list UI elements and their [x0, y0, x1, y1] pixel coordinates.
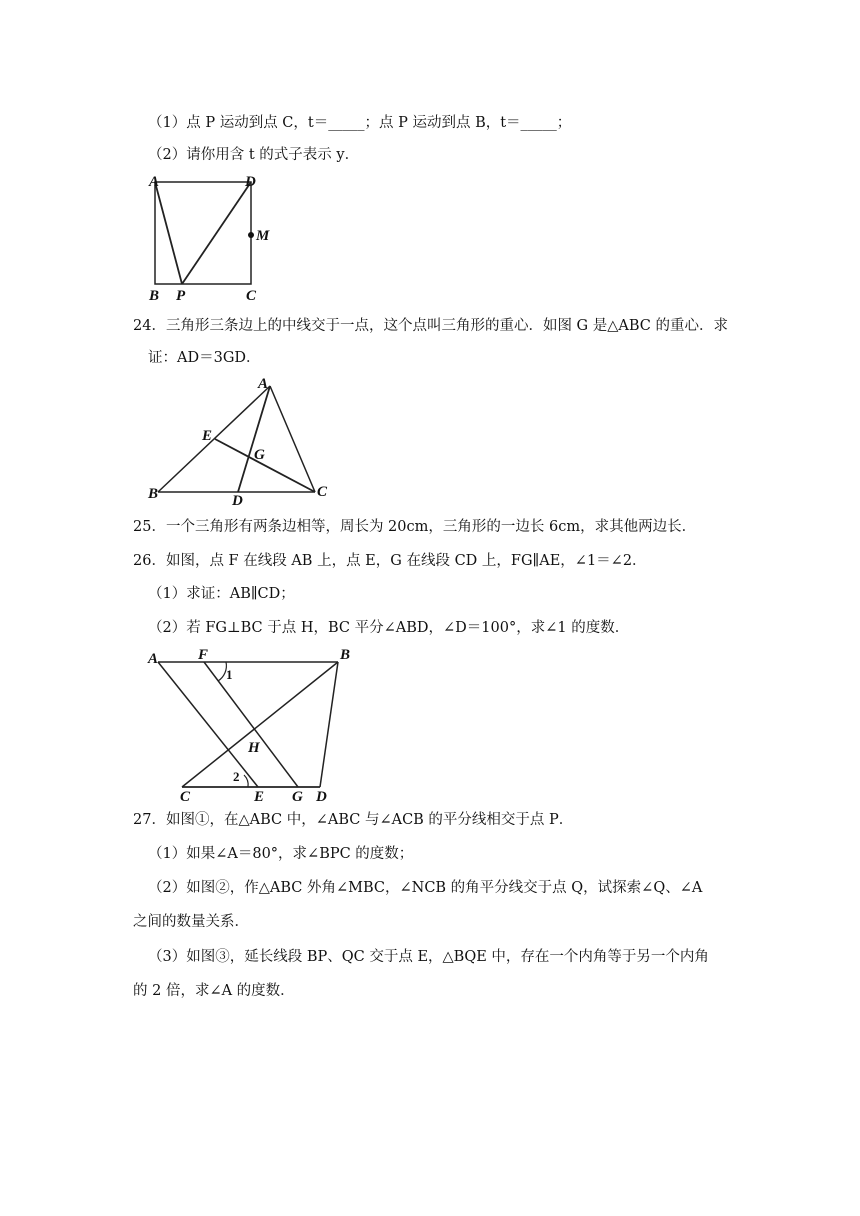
- label-B: B: [340, 647, 351, 663]
- q27-part1: （1）如果∠A＝80°，求∠BPC 的度数；: [148, 846, 414, 862]
- label-B: B: [149, 288, 160, 304]
- q26-part1: （1）求证：AB∥CD；: [148, 586, 295, 602]
- q27-part3-cont: 的 2 倍，求∠A 的度数．: [133, 983, 295, 999]
- q23-part1: （1）点 P 运动到点 C，t＝_____；点 P 运动到点 B，t＝_____；: [148, 115, 572, 131]
- label-angle-1: 1: [226, 667, 233, 682]
- square-figure: [140, 170, 290, 305]
- label-P: P: [176, 288, 186, 304]
- q26-part2: （2）若 FG⊥BC 于点 H，BC 平分∠ABD，∠D＝100°，求∠1 的度数．: [148, 620, 630, 636]
- label-B: B: [148, 486, 159, 502]
- label-angle-2: 2: [233, 769, 240, 784]
- q24-line1: 24．三角形三条边上的中线交于一点，这个点叫三角形的重心．如图 G 是△ABC 的重心．求: [133, 318, 728, 334]
- label-D: D: [316, 789, 327, 805]
- label-G: G: [254, 447, 265, 463]
- label-D: D: [245, 174, 256, 190]
- q25-line: 25．一个三角形有两条边相等，周长为 20cm，三角形的一边长 6cm，求其他两边长．: [133, 519, 697, 535]
- q27-line: 27．如图①，在△ABC 中，∠ABC 与∠ACB 的平分线相交于点 P．: [133, 812, 574, 828]
- label-D: D: [232, 493, 243, 507]
- q23-part2: （2）请你用含 t 的式子表示 y．: [148, 147, 360, 163]
- q24-line2: 证：AD＝3GD．: [148, 350, 261, 366]
- label-C: C: [317, 484, 328, 500]
- label-F: F: [198, 647, 209, 663]
- label-A: A: [258, 376, 269, 392]
- label-A: A: [148, 651, 159, 667]
- label-M: M: [256, 228, 270, 244]
- label-H: H: [248, 740, 260, 756]
- label-A: A: [149, 174, 160, 190]
- q27-part2-cont: 之间的数量关系．: [133, 914, 249, 930]
- centroid-figure: [140, 372, 340, 507]
- label-G: G: [292, 789, 303, 805]
- q26-line: 26．如图，点 F 在线段 AB 上，点 E，G 在线段 CD 上，FG∥AE，∠1＝∠2．: [133, 553, 647, 569]
- q27-part3: （3）如图③，延长线段 BP、QC 交于点 E，△BQE 中，存在一个内角等于另一个内角: [148, 949, 709, 965]
- parallel-figure: [140, 643, 360, 805]
- label-E: E: [254, 789, 265, 805]
- q27-part2: （2）如图②，作△ABC 外角∠MBC，∠NCB 的角平分线交于点 Q，试探索∠Q、∠A: [148, 880, 703, 896]
- label-C: C: [246, 288, 257, 304]
- label-E: E: [202, 428, 213, 444]
- label-C: C: [180, 789, 191, 805]
